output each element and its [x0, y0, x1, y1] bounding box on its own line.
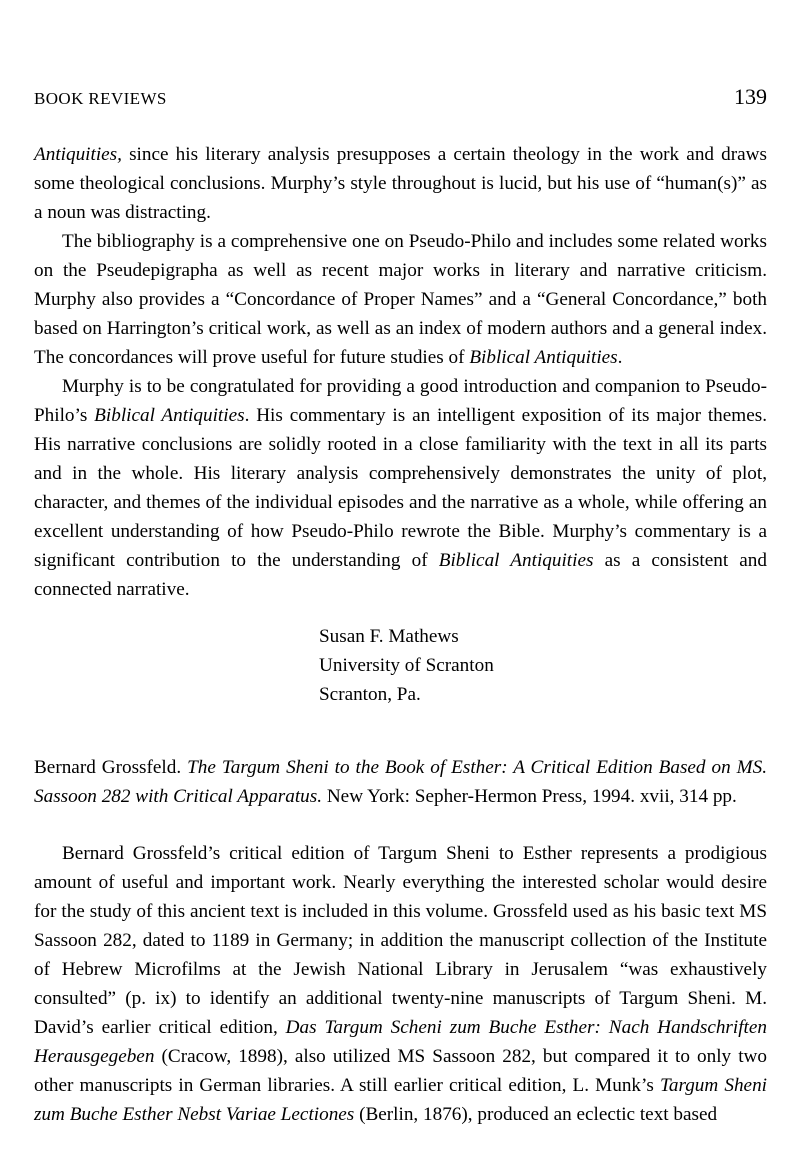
paragraph: [34, 140, 767, 227]
page-number: 139: [734, 84, 767, 109]
reviewer-name: Susan F. Mathews: [319, 626, 459, 647]
text-run: New York: Sepher-Hermon Press, 1994. xvii, 314 pp.: [322, 786, 737, 807]
text-run: Bernard Grossfeld’s critical edition of Targum Sheni to Esther represents a prodigious amount of useful and important work. Nearly everything the interested scholar would desire for the study of this ancient text is included in this volume. Grossfeld used as his basic text MS Sassoon 282, dated to 1189 in Germany; in addition the manuscript collection of the Institute of Hebrew Microfilms at the Jewish National Library in Jerusalem “was exhaustively consulted” (p. ix) to identify an additional twenty-nine manuscripts of Targum Sheni. M. David’s earlier critical edition,: [34, 843, 767, 1038]
paragraph: [34, 227, 767, 372]
italic-title: Targum Sheni zum Buche Esther Nebst Variae Lectiones: [34, 1075, 767, 1125]
italic-title: The Targum Sheni to the Book of Esther: A Critical Edition Based on MS. Sassoon 282 with Critical Apparatus.: [34, 757, 767, 807]
italic-title: Biblical Antiquities: [469, 347, 618, 368]
paragraph: [34, 839, 767, 1129]
text-run: Bernard Grossfeld.: [34, 757, 188, 778]
reviewer-signature-block: [319, 622, 767, 709]
text-run: since his literary analysis presupposes a certain theology in the work and draws some theological conclusions. Murphy’s style throughout is lucid, but his use of “human(s)” as a noun was distracting.: [34, 144, 767, 223]
italic-title: Das Targum Scheni zum Buche Esther: Nach Handschriften Herausgegeben: [34, 1017, 767, 1067]
italic-title: Biblical Antiquities: [94, 405, 245, 426]
text-run: .: [617, 347, 623, 368]
running-head: [34, 86, 767, 126]
text-run: (Berlin, 1876), produced an eclectic text based: [354, 1104, 718, 1125]
text-run: . His commentary is an intelligent exposition of its major themes. His narrative conclusions are solidly rooted in a close familiarity with the text in all its parts and in the whole. His literary analysis comprehensively demonstrates the unity of plot, character, and themes of the individual episodes and the narrative as a whole, while offering an excellent understanding of how Pseudo-Philo rewrote the Bible. Murphy’s commentary is a significant contribution to the understanding of: [34, 405, 767, 571]
paragraph: [34, 372, 767, 604]
running-head-title: BOOK REVIEWS: [34, 89, 167, 108]
text-run: as a consistent and connected narrative.: [34, 550, 767, 600]
text-run: (Cracow, 1898), also utilized MS Sassoon 282, but compared it to only two other manuscripts in German libraries. A still earlier critical edition, L. Munk’s: [34, 1046, 767, 1096]
italic-title: Antiquities,: [34, 144, 122, 165]
book-citation: [34, 753, 767, 811]
review-one-body: [34, 140, 767, 604]
text-run: Murphy is to be congratulated for providing a good introduction and companion to Pseudo-Philo’s: [34, 376, 767, 426]
italic-title: Biblical Antiquities: [438, 550, 594, 571]
reviewer-location: Scranton, Pa.: [319, 684, 421, 705]
text-run: The bibliography is a comprehensive one on Pseudo-Philo and includes some related works on the Pseudepigrapha as well as recent major works in literary and narrative criticism. Murphy also provides a “Concordance of Proper Names” and a “General Concordance,” both based on Harrington’s critical work, as well as an index of modern authors and a general index. The concordances will prove useful for future studies of: [34, 231, 767, 368]
review-two-body: [34, 839, 767, 1129]
reviewer-institution: University of Scranton: [319, 655, 494, 676]
page-content-column: [34, 0, 767, 1129]
